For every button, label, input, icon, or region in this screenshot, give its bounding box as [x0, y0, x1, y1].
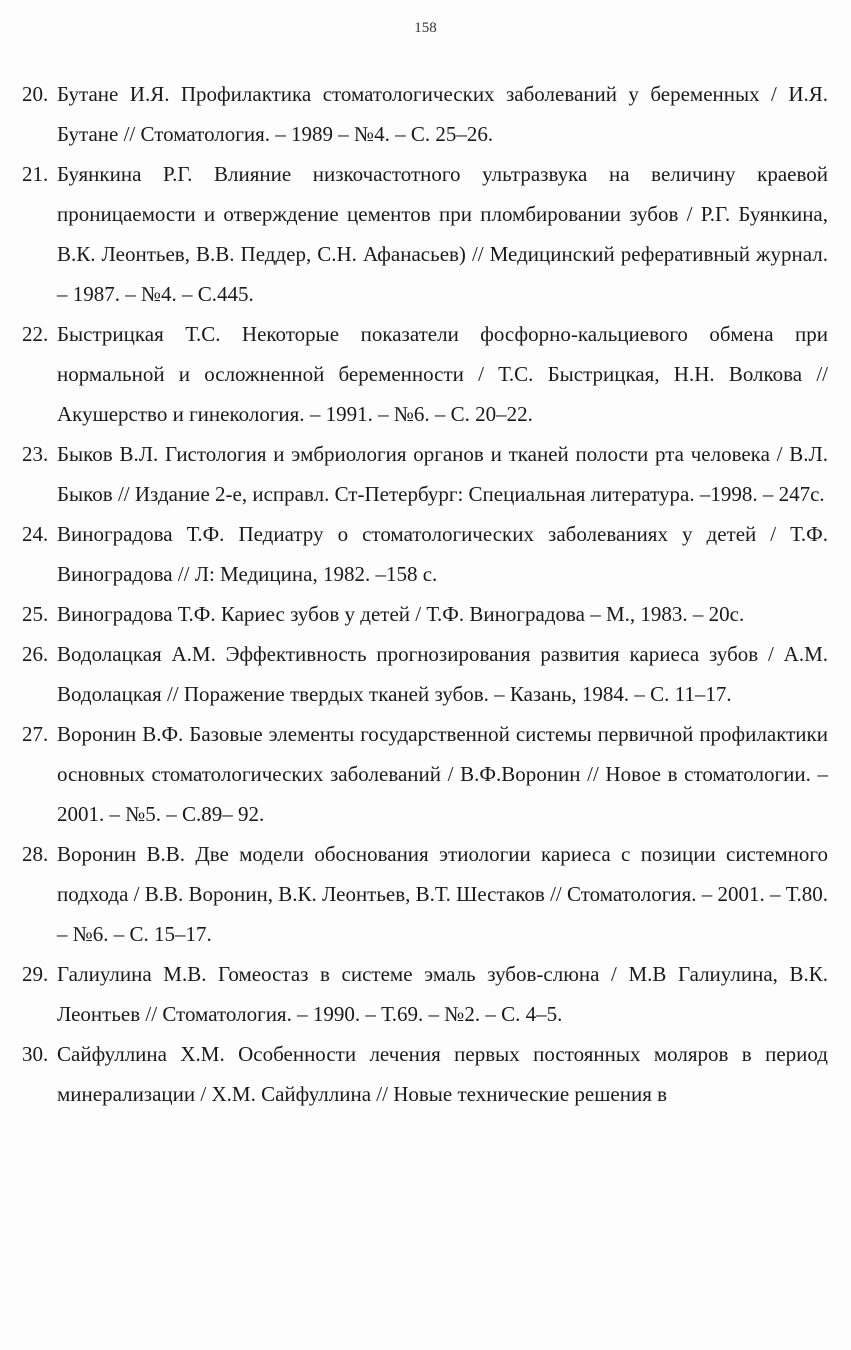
reference-number: 30. — [22, 1042, 49, 1066]
reference-item — [22, 634, 828, 714]
reference-item — [22, 434, 828, 514]
reference-number: 29. — [22, 962, 49, 986]
reference-item — [22, 154, 828, 314]
reference-text: Виноградова Т.Ф. Педиатру о стоматологических заболеваниях у детей / Т.Ф. Виноградова // Л: Медицина, 1982. –158 с. — [57, 522, 828, 586]
reference-text: Бутане И.Я. Профилактика стоматологических заболеваний у беременных / И.Я. Бутане // Стоматология. – 1989 – №4. – С. 25–26. — [57, 82, 828, 146]
reference-text: Водолацкая А.М. Эффективность прогнозирования развития кариеса зубов / А.М. Водолацкая // Поражение твердых тканей зубов. – Казань, 1984. – С. 11–17. — [57, 642, 828, 706]
reference-text: Буянкина Р.Г. Влияние низкочастотного ультразвука на величину краевой проницаемости и отверждение цементов при пломбировании зубов / Р.Г. Буянкина, В.К. Леонтьев, В.В. Педдер, С.Н. Афанасьев) // Медицинский реферативный журнал. – 1987. – №4. – С.445. — [57, 162, 828, 306]
reference-text: Сайфуллина Х.М. Особенности лечения первых постоянных моляров в период минерализации / Х.М. Сайфуллина // Новые технические решения в — [57, 1042, 828, 1106]
reference-text: Воронин В.Ф. Базовые элементы государственной системы первичной профилактики основных стоматологических заболеваний / В.Ф.Воронин // Новое в стоматологии. – 2001. – №5. – С.89– 92. — [57, 722, 828, 826]
reference-item — [22, 1034, 828, 1114]
reference-number: 20. — [22, 82, 49, 106]
reference-item — [22, 314, 828, 434]
reference-list — [22, 74, 828, 1114]
reference-item — [22, 834, 828, 954]
reference-item — [22, 714, 828, 834]
reference-number: 27. — [22, 722, 49, 746]
reference-text: Галиулина М.В. Гомеостаз в системе эмаль зубов-слюна / М.В Галиулина, В.К. Леонтьев // Стоматология. – 1990. – Т.69. – №2. – С. 4–5. — [57, 962, 828, 1026]
reference-text: Быков В.Л. Гистология и эмбриология органов и тканей полости рта человека / В.Л. Быков // Издание 2-е, исправл. Ст-Петербург: Специальная литература. –1998. – 247с. — [57, 442, 828, 506]
reference-item — [22, 514, 828, 594]
reference-number: 22. — [22, 322, 49, 346]
reference-text: Виноградова Т.Ф. Кариес зубов у детей / Т.Ф. Виноградова – М., 1983. – 20с. — [57, 602, 745, 626]
reference-item — [22, 74, 828, 154]
reference-item — [22, 594, 828, 634]
reference-text: Быстрицкая Т.С. Некоторые показатели фосфорно-кальциевого обмена при нормальной и осложненной беременности / Т.С. Быстрицкая, Н.Н. Волкова // Акушерство и гинекология. – 1991. – №6. – С. 20–22. — [57, 322, 828, 426]
reference-number: 23. — [22, 442, 49, 466]
reference-text: Воронин В.В. Две модели обоснования этиологии кариеса с позиции системного подхода / В.В. Воронин, В.К. Леонтьев, В.Т. Шестаков // Стоматология. – 2001. – Т.80. – №6. – С. 15–17. — [57, 842, 828, 946]
reference-item — [22, 954, 828, 1034]
reference-number: 21. — [22, 162, 49, 186]
reference-number: 28. — [22, 842, 49, 866]
reference-number: 25. — [22, 602, 49, 626]
page-number: 158 — [414, 20, 437, 36]
reference-number: 26. — [22, 642, 49, 666]
reference-number: 24. — [22, 522, 49, 546]
